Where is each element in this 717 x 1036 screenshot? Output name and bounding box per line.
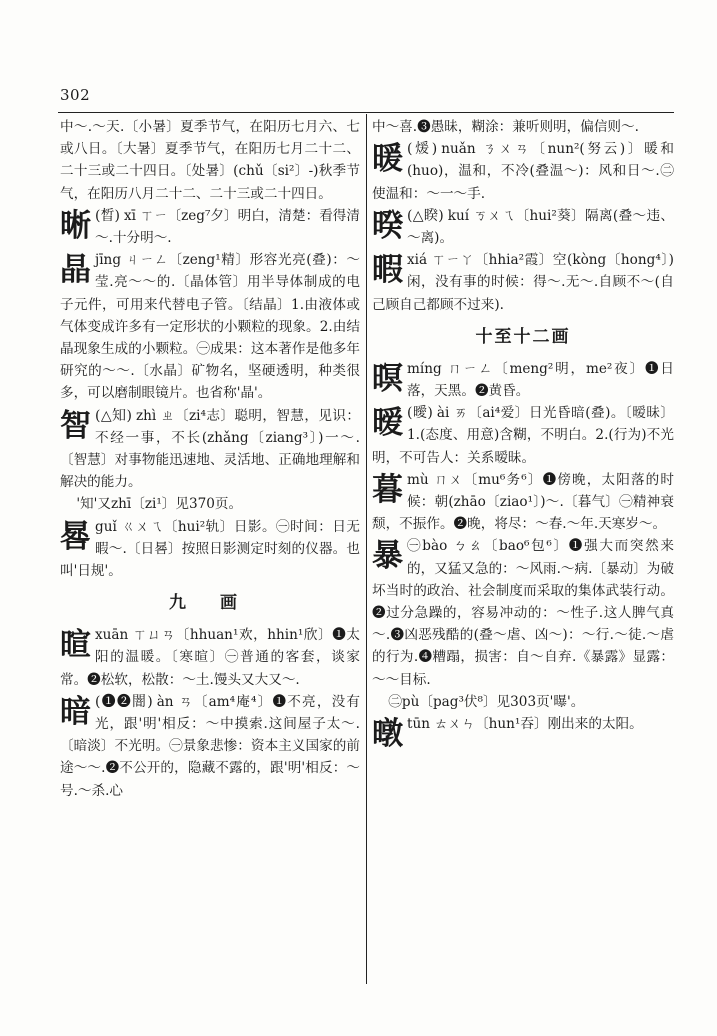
dict-entry [372,138,674,205]
dict-entry [372,535,674,690]
headword: 晷 [60,518,91,555]
variant-form: (△睽) [407,207,444,224]
dict-entry [372,249,674,316]
dict-entry [60,691,360,802]
entry-definition: ㊀bào ㄅㄠ〔bao⁶包⁶〕❶强大而突然来的，又猛又急的：～风雨.～病.〔暴动〕为破坏当时的政治、社会制度而采取的集体武装行动。❷过分急躁的，容易冲动的：～性子.这人脾气真～.❸凶恶残酷的(叠～虐、凶～)：～行.～徒.～虐的行为.❹糟蹋，损害：自～自弃.《暴露》显露：～～目标. [372,538,674,688]
entry-definition: kuí ㄎㄨㄟ〔hui²葵〕隔离(叠～违、～离)。 [407,207,674,247]
dict-entry [372,469,674,536]
headword: 暗 [60,693,91,730]
section-heading: 九 画 [169,593,251,614]
entry-definition: jīng ㄐㄧㄥ〔zeng¹精〕形容光亮(叠)：～莹.亮～～的.〔晶体管〕用半导体制成的电子元件，可用来代替电子管。〔结晶〕1.由液体或气体变成许多有一定形状的小颗粒的现象。2.由结晶现象生成的小颗粒。㊀成果：这本著作是他多年研究的～～.〔水晶〕矿物名，坚硬透明，种类很多，可以磨制眼镜片。也省称'晶'。 [60,252,360,402]
entry-definition: xiá ㄒㄧㄚ〔hhia²霞〕空(kòng〔hong⁴〕)闲，没有事的时候：得～.无～.自顾不～(自己顾自己都顾不过来). [372,252,674,313]
left-column [60,116,360,802]
headword: 晰 [60,207,91,244]
variant-form: (晳) [95,207,120,224]
headword: 暌 [372,207,403,244]
entry-definition: guǐ ㄍㄨㄟ〔hui²轨〕日影。㊀时间：日无暇～.〔日晷〕按照日影测定时刻的仪器。也叫'日规'。 [60,518,360,580]
dict-entry [372,713,674,753]
variant-form: (❶❷闇) [95,693,153,710]
headword: 暧 [372,405,403,442]
cross-reference-note: ㊁pù〔pag³伏⁸〕见303页'曝'。 [388,693,585,710]
variant-form: (曖) [407,405,433,422]
dict-entry [60,516,360,583]
section-heading: 十至十二画 [475,326,571,347]
entry-definition: mù ㄇㄨ〔mu⁶务⁶〕❶傍晚，太阳落的时候：朝(zhāo〔ziao¹〕)～.〔暮气〕㊀精神衰颓，不振作。❷晚，将尽：～春.～年.天寒岁～。 [372,471,674,533]
right-column [372,116,674,753]
entry-definition: ài ㄞ〔ai⁴爱〕日光昏暗(叠)。〔暧昧〕1.(态度、用意)含糊，不明白。2.(行为)不光明，不可告人：关系暧昧。 [372,405,674,466]
headword: 暄 [60,627,91,664]
dict-entry [60,624,360,691]
header-rule [58,112,674,113]
entry-definition: tūn ㄊㄨㄣ〔hun¹吞〕刚出来的太阳。 [407,716,643,733]
headword: 暮 [372,471,403,508]
column-divider [366,114,367,984]
entry-definition: àn ㄢ〔am⁴庵⁴〕❶不亮，没有光，跟'明'相反：～中摸索.这间屋子太～.〔暗淡〕不光明。㊀景象悲惨：资本主义国家的前途～～.❷不公开的，隐藏不露的，跟'明'相反：～号.～杀.心 [60,693,360,799]
cross-reference-note: '知'又zhī〔zi¹〕见370页。 [76,496,243,513]
dict-entry [60,205,360,249]
headword: 暇 [372,252,403,289]
dict-entry [372,358,674,402]
headword: 暝 [372,360,403,397]
entry-definition: míng ㄇㄧㄥ〔meng²明，me²夜〕❶日落，天黑。❷黄昏。 [407,360,674,400]
variant-form: (煖) [407,141,438,158]
dict-entry [372,402,674,469]
headword: 暖 [372,141,403,178]
entry-definition: nuǎn ㄋㄨㄢ〔nun²(努云)〕暖和(huo)，温和，不冷(叠温～)：风和日～.㊁使温和：～一～手. [372,141,674,202]
dict-entry [60,405,360,494]
right-intro-text: 中～喜.❸愚昧，糊涂：兼听则明，偏信则～. [372,119,639,135]
headword: 晶 [60,252,91,289]
variant-form: (△知) [95,407,132,424]
page-number: 302 [60,86,91,104]
headword: 智 [60,407,91,444]
dict-entry [372,205,674,249]
entry-definition: xuān ㄒㄩㄢ〔hhuan¹欢，hhin¹欣〕❶太阳的温暖。〔寒暄〕㊀普通的客套，谈家常。❷松软，松散：～土.馒头又大又～. [60,627,360,688]
left-intro-text: 中～.～天.〔小暑〕夏季节气，在阳历七月六、七或八日。〔大暑〕夏季节气，在阳历七月二十二、二十三或二十四日。〔处暑〕(chǔ〔si²〕-)秋季节气，在阳历八月二十二、二十三或二十四日。 [60,119,360,202]
entry-definition: xī ㄒㄧ〔zeg⁷夕〕明白，清楚：看得清～.十分明～. [95,207,360,247]
headword: 暾 [372,716,403,753]
headword: 暴 [372,538,403,575]
dict-entry [60,249,360,404]
entry-definition: zhì ㄓ〔zi⁴志〕聪明，智慧，见识：不经一事，不长(zhǎng〔ziang³〕)一～.〔智慧〕对事物能迅速地、灵活地、正确地理解和解决的能力。 [60,407,360,491]
